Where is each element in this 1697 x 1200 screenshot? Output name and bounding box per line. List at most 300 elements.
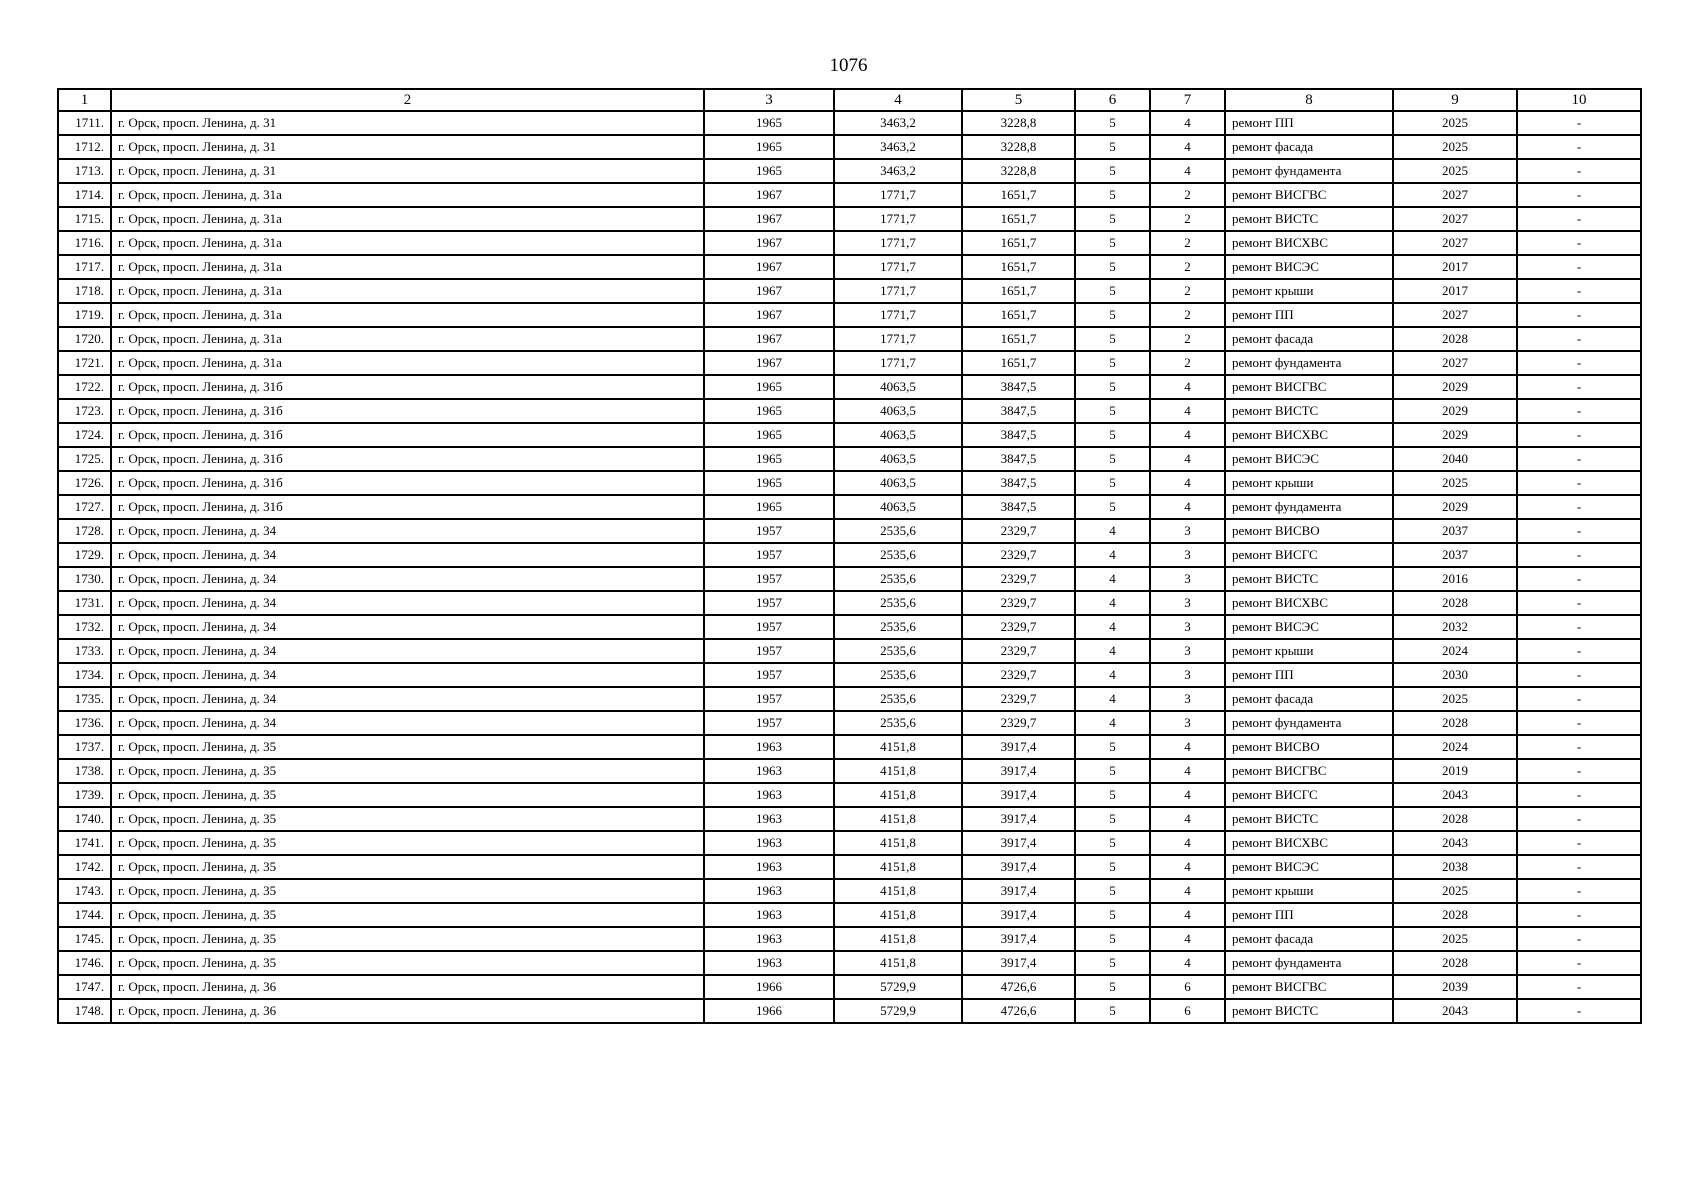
address-cell: г. Орск, просп. Ленина, д. 34 — [111, 591, 704, 615]
total-area-cell: 1771,7 — [834, 255, 962, 279]
year-built-cell: 1957 — [704, 687, 834, 711]
row-number-cell: 1731. — [58, 591, 111, 615]
table-row — [58, 879, 1641, 903]
column-header-7: 7 — [1150, 89, 1225, 111]
total-area-cell: 4151,8 — [834, 855, 962, 879]
note-cell: - — [1517, 999, 1641, 1023]
entrances-cell: 4 — [1150, 423, 1225, 447]
note-cell: - — [1517, 975, 1641, 999]
entrances-cell: 2 — [1150, 183, 1225, 207]
year-built-cell: 1965 — [704, 471, 834, 495]
table-row — [58, 183, 1641, 207]
year-built-cell: 1963 — [704, 735, 834, 759]
entrances-cell: 6 — [1150, 999, 1225, 1023]
year-built-cell: 1957 — [704, 591, 834, 615]
total-area-cell: 4151,8 — [834, 783, 962, 807]
address-cell: г. Орск, просп. Ленина, д. 34 — [111, 639, 704, 663]
note-cell: - — [1517, 423, 1641, 447]
address-cell: г. Орск, просп. Ленина, д. 34 — [111, 663, 704, 687]
floors-cell: 5 — [1075, 831, 1150, 855]
table-row — [58, 927, 1641, 951]
year-built-cell: 1957 — [704, 519, 834, 543]
year-built-cell: 1957 — [704, 663, 834, 687]
planned-year-cell: 2040 — [1393, 447, 1517, 471]
work-type-cell: ремонт ВИСВО — [1225, 735, 1393, 759]
table-row — [58, 375, 1641, 399]
work-type-cell: ремонт фасада — [1225, 135, 1393, 159]
note-cell: - — [1517, 183, 1641, 207]
floors-cell: 4 — [1075, 591, 1150, 615]
address-cell: г. Орск, просп. Ленина, д. 34 — [111, 543, 704, 567]
address-cell: г. Орск, просп. Ленина, д. 35 — [111, 759, 704, 783]
entrances-cell: 3 — [1150, 639, 1225, 663]
living-area-cell: 3847,5 — [962, 423, 1075, 447]
planned-year-cell: 2037 — [1393, 519, 1517, 543]
address-cell: г. Орск, просп. Ленина, д. 35 — [111, 735, 704, 759]
living-area-cell: 2329,7 — [962, 687, 1075, 711]
work-type-cell: ремонт ВИСХВС — [1225, 591, 1393, 615]
entrances-cell: 4 — [1150, 735, 1225, 759]
entrances-cell: 4 — [1150, 927, 1225, 951]
entrances-cell: 4 — [1150, 135, 1225, 159]
table-row — [58, 423, 1641, 447]
row-number-cell: 1729. — [58, 543, 111, 567]
work-type-cell: ремонт ВИСВО — [1225, 519, 1393, 543]
address-cell: г. Орск, просп. Ленина, д. 31б — [111, 447, 704, 471]
row-number-cell: 1735. — [58, 687, 111, 711]
floors-cell: 5 — [1075, 399, 1150, 423]
work-type-cell: ремонт ВИСХВС — [1225, 423, 1393, 447]
address-cell: г. Орск, просп. Ленина, д. 34 — [111, 687, 704, 711]
work-type-cell: ремонт фундамента — [1225, 351, 1393, 375]
total-area-cell: 1771,7 — [834, 231, 962, 255]
planned-year-cell: 2025 — [1393, 135, 1517, 159]
entrances-cell: 4 — [1150, 951, 1225, 975]
total-area-cell: 1771,7 — [834, 279, 962, 303]
table-row — [58, 279, 1641, 303]
entrances-cell: 3 — [1150, 543, 1225, 567]
row-number-cell: 1711. — [58, 111, 111, 135]
living-area-cell: 3917,4 — [962, 855, 1075, 879]
row-number-cell: 1718. — [58, 279, 111, 303]
floors-cell: 5 — [1075, 471, 1150, 495]
capital-repair-table — [57, 88, 1642, 1024]
header-row — [58, 89, 1641, 111]
address-cell: г. Орск, просп. Ленина, д. 31а — [111, 303, 704, 327]
planned-year-cell: 2028 — [1393, 711, 1517, 735]
living-area-cell: 1651,7 — [962, 279, 1075, 303]
work-type-cell: ремонт ПП — [1225, 111, 1393, 135]
living-area-cell: 1651,7 — [962, 351, 1075, 375]
total-area-cell: 2535,6 — [834, 519, 962, 543]
table-row — [58, 759, 1641, 783]
note-cell: - — [1517, 255, 1641, 279]
living-area-cell: 3228,8 — [962, 111, 1075, 135]
table-row — [58, 807, 1641, 831]
address-cell: г. Орск, просп. Ленина, д. 35 — [111, 855, 704, 879]
year-built-cell: 1965 — [704, 399, 834, 423]
note-cell: - — [1517, 111, 1641, 135]
planned-year-cell: 2025 — [1393, 471, 1517, 495]
note-cell: - — [1517, 927, 1641, 951]
floors-cell: 5 — [1075, 735, 1150, 759]
total-area-cell: 2535,6 — [834, 663, 962, 687]
address-cell: г. Орск, просп. Ленина, д. 35 — [111, 783, 704, 807]
planned-year-cell: 2027 — [1393, 351, 1517, 375]
living-area-cell: 2329,7 — [962, 615, 1075, 639]
row-number-cell: 1721. — [58, 351, 111, 375]
table-row — [58, 663, 1641, 687]
note-cell: - — [1517, 831, 1641, 855]
note-cell: - — [1517, 279, 1641, 303]
work-type-cell: ремонт ВИСТС — [1225, 207, 1393, 231]
work-type-cell: ремонт ПП — [1225, 663, 1393, 687]
note-cell: - — [1517, 495, 1641, 519]
table-row — [58, 999, 1641, 1023]
work-type-cell: ремонт фасада — [1225, 687, 1393, 711]
planned-year-cell: 2016 — [1393, 567, 1517, 591]
floors-cell: 4 — [1075, 711, 1150, 735]
entrances-cell: 4 — [1150, 399, 1225, 423]
planned-year-cell: 2037 — [1393, 543, 1517, 567]
note-cell: - — [1517, 519, 1641, 543]
work-type-cell: ремонт фундамента — [1225, 951, 1393, 975]
planned-year-cell: 2017 — [1393, 279, 1517, 303]
table-row — [58, 519, 1641, 543]
work-type-cell: ремонт крыши — [1225, 879, 1393, 903]
entrances-cell: 2 — [1150, 303, 1225, 327]
year-built-cell: 1967 — [704, 327, 834, 351]
entrances-cell: 4 — [1150, 375, 1225, 399]
total-area-cell: 2535,6 — [834, 543, 962, 567]
planned-year-cell: 2029 — [1393, 495, 1517, 519]
row-number-cell: 1741. — [58, 831, 111, 855]
note-cell: - — [1517, 615, 1641, 639]
floors-cell: 4 — [1075, 639, 1150, 663]
address-cell: г. Орск, просп. Ленина, д. 31б — [111, 399, 704, 423]
row-number-cell: 1730. — [58, 567, 111, 591]
note-cell: - — [1517, 807, 1641, 831]
address-cell: г. Орск, просп. Ленина, д. 31б — [111, 375, 704, 399]
entrances-cell: 3 — [1150, 615, 1225, 639]
note-cell: - — [1517, 735, 1641, 759]
planned-year-cell: 2032 — [1393, 615, 1517, 639]
work-type-cell: ремонт фасада — [1225, 327, 1393, 351]
column-header-10: 10 — [1517, 89, 1641, 111]
living-area-cell: 3228,8 — [962, 135, 1075, 159]
living-area-cell: 3917,4 — [962, 807, 1075, 831]
year-built-cell: 1965 — [704, 495, 834, 519]
row-number-cell: 1739. — [58, 783, 111, 807]
row-number-cell: 1744. — [58, 903, 111, 927]
total-area-cell: 5729,9 — [834, 975, 962, 999]
planned-year-cell: 2028 — [1393, 327, 1517, 351]
note-cell: - — [1517, 135, 1641, 159]
planned-year-cell: 2025 — [1393, 159, 1517, 183]
address-cell: г. Орск, просп. Ленина, д. 31а — [111, 279, 704, 303]
floors-cell: 5 — [1075, 759, 1150, 783]
note-cell: - — [1517, 375, 1641, 399]
floors-cell: 5 — [1075, 375, 1150, 399]
living-area-cell: 1651,7 — [962, 303, 1075, 327]
entrances-cell: 4 — [1150, 159, 1225, 183]
row-number-cell: 1742. — [58, 855, 111, 879]
total-area-cell: 4151,8 — [834, 807, 962, 831]
living-area-cell: 1651,7 — [962, 231, 1075, 255]
entrances-cell: 4 — [1150, 831, 1225, 855]
living-area-cell: 3847,5 — [962, 399, 1075, 423]
floors-cell: 5 — [1075, 111, 1150, 135]
row-number-cell: 1717. — [58, 255, 111, 279]
year-built-cell: 1963 — [704, 759, 834, 783]
floors-cell: 4 — [1075, 615, 1150, 639]
floors-cell: 5 — [1075, 903, 1150, 927]
note-cell: - — [1517, 231, 1641, 255]
total-area-cell: 4063,5 — [834, 399, 962, 423]
total-area-cell: 3463,2 — [834, 135, 962, 159]
address-cell: г. Орск, просп. Ленина, д. 35 — [111, 951, 704, 975]
note-cell: - — [1517, 543, 1641, 567]
total-area-cell: 4151,8 — [834, 903, 962, 927]
address-cell: г. Орск, просп. Ленина, д. 35 — [111, 903, 704, 927]
row-number-cell: 1720. — [58, 327, 111, 351]
planned-year-cell: 2024 — [1393, 639, 1517, 663]
planned-year-cell: 2043 — [1393, 831, 1517, 855]
total-area-cell: 1771,7 — [834, 207, 962, 231]
year-built-cell: 1965 — [704, 447, 834, 471]
floors-cell: 5 — [1075, 999, 1150, 1023]
floors-cell: 5 — [1075, 207, 1150, 231]
year-built-cell: 1963 — [704, 831, 834, 855]
year-built-cell: 1967 — [704, 231, 834, 255]
table-row — [58, 231, 1641, 255]
address-cell: г. Орск, просп. Ленина, д. 31 — [111, 159, 704, 183]
total-area-cell: 4063,5 — [834, 423, 962, 447]
living-area-cell: 3847,5 — [962, 375, 1075, 399]
work-type-cell: ремонт ВИСГВС — [1225, 183, 1393, 207]
address-cell: г. Орск, просп. Ленина, д. 31а — [111, 327, 704, 351]
total-area-cell: 4063,5 — [834, 447, 962, 471]
total-area-cell: 4151,8 — [834, 759, 962, 783]
total-area-cell: 1771,7 — [834, 303, 962, 327]
work-type-cell: ремонт ВИСЭС — [1225, 447, 1393, 471]
total-area-cell: 4063,5 — [834, 471, 962, 495]
work-type-cell: ремонт ВИСГВС — [1225, 975, 1393, 999]
address-cell: г. Орск, просп. Ленина, д. 31 — [111, 111, 704, 135]
note-cell: - — [1517, 399, 1641, 423]
living-area-cell: 2329,7 — [962, 711, 1075, 735]
living-area-cell: 1651,7 — [962, 255, 1075, 279]
planned-year-cell: 2019 — [1393, 759, 1517, 783]
planned-year-cell: 2030 — [1393, 663, 1517, 687]
address-cell: г. Орск, просп. Ленина, д. 36 — [111, 975, 704, 999]
floors-cell: 5 — [1075, 231, 1150, 255]
year-built-cell: 1965 — [704, 159, 834, 183]
planned-year-cell: 2027 — [1393, 303, 1517, 327]
floors-cell: 5 — [1075, 447, 1150, 471]
year-built-cell: 1963 — [704, 927, 834, 951]
floors-cell: 5 — [1075, 159, 1150, 183]
table-row — [58, 639, 1641, 663]
floors-cell: 5 — [1075, 879, 1150, 903]
total-area-cell: 3463,2 — [834, 159, 962, 183]
note-cell: - — [1517, 327, 1641, 351]
note-cell: - — [1517, 471, 1641, 495]
year-built-cell: 1966 — [704, 999, 834, 1023]
planned-year-cell: 2029 — [1393, 399, 1517, 423]
table-row — [58, 735, 1641, 759]
row-number-cell: 1727. — [58, 495, 111, 519]
total-area-cell: 2535,6 — [834, 711, 962, 735]
entrances-cell: 2 — [1150, 207, 1225, 231]
work-type-cell: ремонт ВИСГС — [1225, 783, 1393, 807]
work-type-cell: ремонт фундамента — [1225, 159, 1393, 183]
year-built-cell: 1957 — [704, 615, 834, 639]
row-number-cell: 1740. — [58, 807, 111, 831]
row-number-cell: 1732. — [58, 615, 111, 639]
planned-year-cell: 2029 — [1393, 375, 1517, 399]
total-area-cell: 4151,8 — [834, 831, 962, 855]
entrances-cell: 4 — [1150, 759, 1225, 783]
address-cell: г. Орск, просп. Ленина, д. 31а — [111, 183, 704, 207]
row-number-cell: 1745. — [58, 927, 111, 951]
floors-cell: 4 — [1075, 543, 1150, 567]
entrances-cell: 4 — [1150, 807, 1225, 831]
entrances-cell: 4 — [1150, 879, 1225, 903]
year-built-cell: 1963 — [704, 855, 834, 879]
table-row — [58, 591, 1641, 615]
table-row — [58, 471, 1641, 495]
living-area-cell: 3847,5 — [962, 471, 1075, 495]
year-built-cell: 1967 — [704, 303, 834, 327]
entrances-cell: 3 — [1150, 711, 1225, 735]
note-cell: - — [1517, 855, 1641, 879]
address-cell: г. Орск, просп. Ленина, д. 35 — [111, 807, 704, 831]
year-built-cell: 1967 — [704, 279, 834, 303]
work-type-cell: ремонт крыши — [1225, 639, 1393, 663]
row-number-cell: 1713. — [58, 159, 111, 183]
column-header-6: 6 — [1075, 89, 1150, 111]
work-type-cell: ремонт ВИСЭС — [1225, 855, 1393, 879]
year-built-cell: 1965 — [704, 135, 834, 159]
row-number-cell: 1734. — [58, 663, 111, 687]
living-area-cell: 4726,6 — [962, 975, 1075, 999]
living-area-cell: 1651,7 — [962, 183, 1075, 207]
floors-cell: 5 — [1075, 303, 1150, 327]
floors-cell: 4 — [1075, 519, 1150, 543]
table-row — [58, 207, 1641, 231]
entrances-cell: 4 — [1150, 495, 1225, 519]
total-area-cell: 3463,2 — [834, 111, 962, 135]
floors-cell: 5 — [1075, 183, 1150, 207]
total-area-cell: 4151,8 — [834, 879, 962, 903]
work-type-cell: ремонт ВИСХВС — [1225, 831, 1393, 855]
planned-year-cell: 2028 — [1393, 591, 1517, 615]
living-area-cell: 3917,4 — [962, 927, 1075, 951]
address-cell: г. Орск, просп. Ленина, д. 35 — [111, 879, 704, 903]
work-type-cell: ремонт фундамента — [1225, 495, 1393, 519]
living-area-cell: 2329,7 — [962, 567, 1075, 591]
table-row — [58, 975, 1641, 999]
planned-year-cell: 2024 — [1393, 735, 1517, 759]
floors-cell: 5 — [1075, 255, 1150, 279]
entrances-cell: 4 — [1150, 855, 1225, 879]
entrances-cell: 6 — [1150, 975, 1225, 999]
column-header-8: 8 — [1225, 89, 1393, 111]
row-number-cell: 1736. — [58, 711, 111, 735]
note-cell: - — [1517, 351, 1641, 375]
entrances-cell: 4 — [1150, 471, 1225, 495]
planned-year-cell: 2039 — [1393, 975, 1517, 999]
row-number-cell: 1733. — [58, 639, 111, 663]
work-type-cell: ремонт ВИСТС — [1225, 807, 1393, 831]
total-area-cell: 4063,5 — [834, 495, 962, 519]
work-type-cell: ремонт ВИСТС — [1225, 999, 1393, 1023]
table-row — [58, 687, 1641, 711]
planned-year-cell: 2025 — [1393, 879, 1517, 903]
planned-year-cell: 2038 — [1393, 855, 1517, 879]
row-number-cell: 1747. — [58, 975, 111, 999]
floors-cell: 5 — [1075, 135, 1150, 159]
year-built-cell: 1963 — [704, 783, 834, 807]
floors-cell: 4 — [1075, 567, 1150, 591]
entrances-cell: 3 — [1150, 663, 1225, 687]
table-row — [58, 399, 1641, 423]
note-cell: - — [1517, 567, 1641, 591]
row-number-cell: 1722. — [58, 375, 111, 399]
living-area-cell: 3917,4 — [962, 831, 1075, 855]
table-row — [58, 327, 1641, 351]
table-row — [58, 135, 1641, 159]
address-cell: г. Орск, просп. Ленина, д. 36 — [111, 999, 704, 1023]
work-type-cell: ремонт фундамента — [1225, 711, 1393, 735]
work-type-cell: ремонт ВИСГВС — [1225, 759, 1393, 783]
work-type-cell: ремонт крыши — [1225, 279, 1393, 303]
total-area-cell: 2535,6 — [834, 615, 962, 639]
floors-cell: 4 — [1075, 663, 1150, 687]
work-type-cell: ремонт фасада — [1225, 927, 1393, 951]
address-cell: г. Орск, просп. Ленина, д. 31а — [111, 207, 704, 231]
floors-cell: 5 — [1075, 855, 1150, 879]
living-area-cell: 3228,8 — [962, 159, 1075, 183]
row-number-cell: 1737. — [58, 735, 111, 759]
row-number-cell: 1724. — [58, 423, 111, 447]
page-number: 1076 — [829, 55, 868, 76]
note-cell: - — [1517, 639, 1641, 663]
planned-year-cell: 2028 — [1393, 951, 1517, 975]
total-area-cell: 4151,8 — [834, 735, 962, 759]
living-area-cell: 2329,7 — [962, 663, 1075, 687]
planned-year-cell: 2028 — [1393, 903, 1517, 927]
table-row — [58, 711, 1641, 735]
total-area-cell: 4151,8 — [834, 927, 962, 951]
note-cell: - — [1517, 591, 1641, 615]
table-row — [58, 831, 1641, 855]
work-type-cell: ремонт ВИСТС — [1225, 399, 1393, 423]
table-row — [58, 255, 1641, 279]
planned-year-cell: 2025 — [1393, 927, 1517, 951]
total-area-cell: 2535,6 — [834, 687, 962, 711]
address-cell: г. Орск, просп. Ленина, д. 35 — [111, 927, 704, 951]
living-area-cell: 3917,4 — [962, 879, 1075, 903]
note-cell: - — [1517, 951, 1641, 975]
table-row — [58, 903, 1641, 927]
planned-year-cell: 2043 — [1393, 783, 1517, 807]
work-type-cell: ремонт ПП — [1225, 903, 1393, 927]
note-cell: - — [1517, 303, 1641, 327]
column-header-4: 4 — [834, 89, 962, 111]
note-cell: - — [1517, 663, 1641, 687]
